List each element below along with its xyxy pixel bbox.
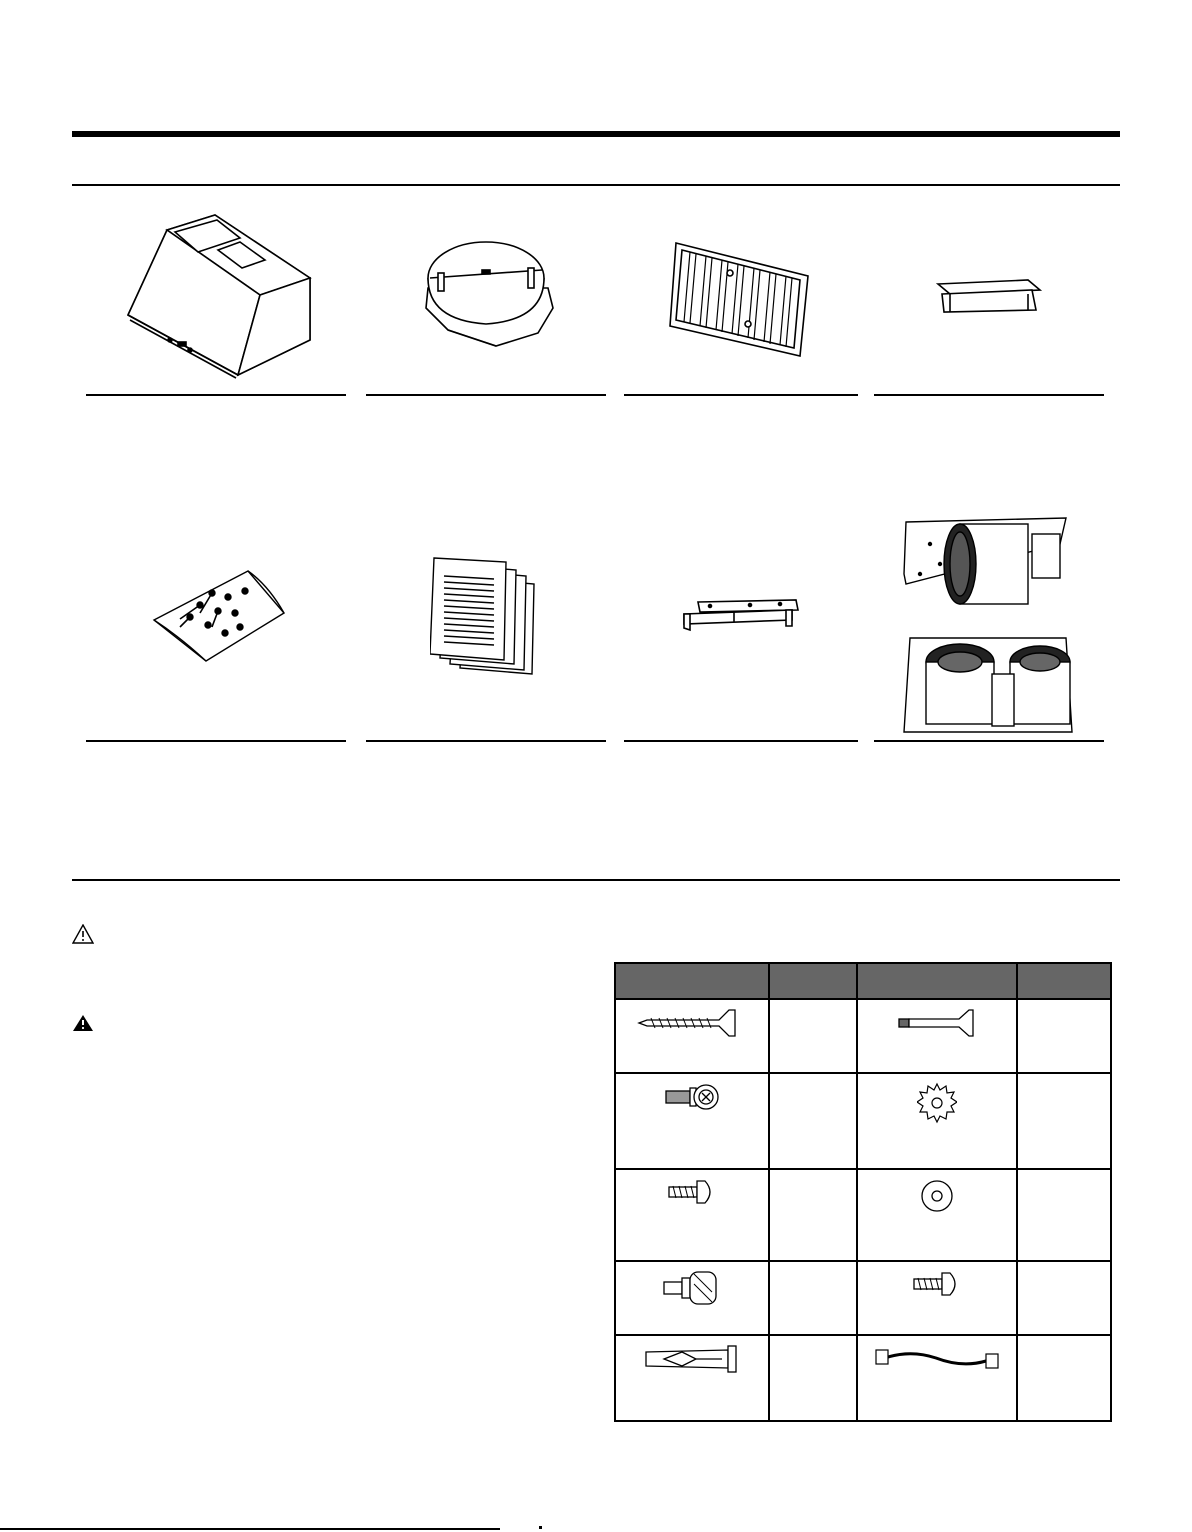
part-line-8 [874, 740, 1104, 742]
footer-rule [0, 1528, 500, 1530]
range-hood-icon [120, 210, 315, 380]
table-row [615, 1335, 1111, 1421]
table-row [615, 999, 1111, 1073]
flat-head-bolt-icon [858, 1000, 1016, 1038]
part-line-6 [366, 740, 606, 742]
footer-dot [539, 1526, 542, 1529]
table-header-cell [615, 963, 769, 999]
hardware-table [614, 962, 1112, 1422]
hex-washer-screw-icon [616, 1074, 768, 1112]
part-line-3 [624, 394, 858, 396]
table-header-row [615, 963, 1111, 999]
table-header-cell [769, 963, 857, 999]
bracket-icon [936, 276, 1046, 316]
part-line-5 [86, 740, 346, 742]
short-pan-screw-icon [858, 1262, 1016, 1298]
wood-screw-icon [616, 1000, 768, 1038]
baffle-filter-icon [668, 238, 813, 360]
pan-head-screw-icon [616, 1170, 768, 1206]
hardware-bag-icon [150, 565, 285, 665]
part-line-7 [624, 740, 858, 742]
manual-pages-icon [430, 556, 540, 676]
part-line-4 [874, 394, 1104, 396]
section-rule-parts [72, 184, 1120, 186]
connector-cable-icon [858, 1336, 1016, 1374]
part-line-1 [86, 394, 346, 396]
star-lock-washer-icon [858, 1074, 1016, 1126]
caution-outline-icon [72, 924, 94, 949]
table-row [615, 1169, 1111, 1261]
table-header-cell [857, 963, 1017, 999]
section-rule-hardware [72, 879, 1120, 881]
part-line-2 [366, 394, 606, 396]
wall-anchor-icon [616, 1336, 768, 1374]
header-thick-rule [72, 131, 1120, 137]
table-row [615, 1073, 1111, 1169]
thumb-screw-icon [616, 1262, 768, 1306]
flat-washer-icon [858, 1170, 1016, 1214]
round-damper-icon [418, 238, 558, 350]
blower-assembly-icon [900, 514, 1080, 734]
warning-filled-icon [72, 1014, 94, 1037]
table-row [615, 1261, 1111, 1335]
mounting-rail-icon [680, 598, 800, 634]
table-header-cell [1017, 963, 1111, 999]
